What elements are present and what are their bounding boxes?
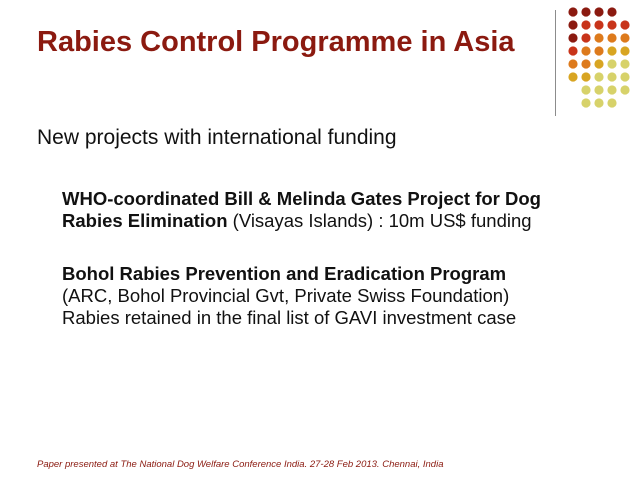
slide-title: Rabies Control Programme in Asia <box>37 26 515 58</box>
decorative-dot <box>568 33 577 42</box>
decorative-dot <box>568 7 577 16</box>
decorative-dot <box>607 72 616 81</box>
decorative-dot <box>581 7 590 16</box>
decorative-dot <box>594 7 603 16</box>
decorative-dot <box>594 20 603 29</box>
decorative-dot <box>620 72 629 81</box>
decorative-dot <box>607 59 616 68</box>
bullet-normal-text: (Visayas Islands) : 10m US$ funding <box>227 210 532 231</box>
decorative-dot <box>607 20 616 29</box>
decorative-dot <box>594 98 603 107</box>
decorative-dot <box>594 46 603 55</box>
decorative-dot-grid <box>0 0 638 120</box>
bullet-list <box>37 188 597 329</box>
decorative-dot <box>581 72 590 81</box>
decorative-dot <box>620 20 629 29</box>
decorative-dot <box>581 33 590 42</box>
decorative-dot <box>607 85 616 94</box>
decorative-dot <box>581 20 590 29</box>
decorative-dot <box>581 85 590 94</box>
bullet-item-gates-project <box>37 188 597 232</box>
bullet-bold-text: Bohol Rabies Prevention and Eradication Program <box>62 263 507 284</box>
decorative-dot <box>607 7 616 16</box>
decorative-dot <box>620 33 629 42</box>
decorative-dot <box>607 46 616 55</box>
slide-subtitle: New projects with international funding <box>37 126 397 149</box>
decorative-dot <box>607 98 616 107</box>
decorative-dot <box>594 59 603 68</box>
decorative-dot <box>594 72 603 81</box>
bullet-bold-text: WHO-coordinated Bill & Melinda Gates Project for Dog Rabies Elimination <box>62 188 541 231</box>
decorative-dot <box>620 85 629 94</box>
decorative-dot <box>581 46 590 55</box>
decorative-dot <box>594 33 603 42</box>
decorative-dot <box>581 98 590 107</box>
decorative-dot <box>568 59 577 68</box>
decorative-dot <box>607 33 616 42</box>
decorative-dot <box>620 46 629 55</box>
decorative-dot <box>620 59 629 68</box>
decorative-dot <box>568 20 577 29</box>
bullet-gavi-text: Rabies retained in the final list of GAVI investment case <box>62 307 517 328</box>
decorative-dot <box>594 85 603 94</box>
bullet-partners-text: (ARC, Bohol Provincial Gvt, Private Swiss Foundation) <box>62 285 510 306</box>
bullet-item-bohol-program <box>37 263 597 329</box>
slide-footer: Paper presented at The National Dog Welfare Conference India. 27-28 Feb 2013. Chennai, India <box>37 459 444 470</box>
decorative-dot <box>581 59 590 68</box>
decorative-dot <box>568 72 577 81</box>
decorative-dot <box>568 46 577 55</box>
